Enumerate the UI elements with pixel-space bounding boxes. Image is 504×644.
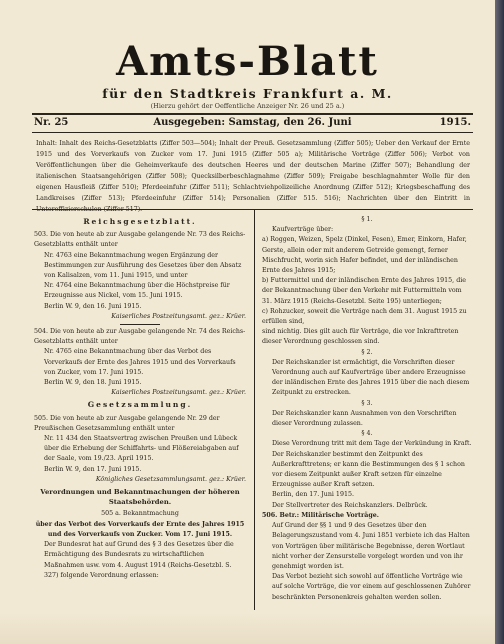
- right-column: [262, 215, 472, 603]
- rule-issue-bottom: [32, 132, 473, 133]
- section-3: § 3.: [361, 399, 373, 407]
- section-4: § 4.: [361, 430, 373, 438]
- heading-reichsgesetzblatt: Reichsgesetzblatt.: [83, 217, 197, 226]
- para-r7: Der Reichskanzler kann Ausnahmen von den Vorschriften dieser Verordnung zulassen.: [272, 409, 457, 428]
- left-column: [34, 215, 246, 581]
- para-506b: Auf Grund der §§ 1 und 9 des Gesetzes über den Belagerungszustand vom 4. Juni 1851 verbiete ich das Halten von Vorträgen über militärische Begebnisse, deren Wortlaut nicht vorher der Zensurstelle vorgelegt worden und von ihr genehmigt worden ist.: [272, 522, 470, 570]
- section-2: § 2.: [361, 348, 373, 356]
- para-r8: Diese Verordnung tritt mit dem Tage der Verkündung in Kraft.: [272, 440, 472, 448]
- para-r3: b) Futtermittel und der inländischen Ernte des Jahres 1915, die der Bekanntmachung über den Verkehr mit Futtermitteln vom 31. März 1915 (Reichs-Gesetzbl. Seite 195) unterliegen;: [262, 277, 466, 305]
- section-1: § 1.: [361, 216, 373, 223]
- masthead-subtitle: für den Stadtkreis Frankfurt a. M.: [102, 86, 393, 101]
- masthead-title: Amts-Blatt: [116, 38, 379, 85]
- para-r9: Der Reichskanzler bestimmt den Zeitpunkt des Außerkrafttretens; er kann die Bestimmungen des § 1 schon vor diesem Zeitpunkt außer Kraft setzen für einzelne Erzeugnisse außer Kraft setzen.: [272, 450, 465, 489]
- heading-gesetzsammlung: Gesetzsammlung.: [87, 400, 193, 410]
- signature-1: Kaiserliches Postzeitungsamt. gez.: Krüer.: [111, 312, 246, 320]
- para-506a: 506. Betr.: Militärische Vorträge.: [262, 511, 379, 519]
- mini-rule: [120, 324, 160, 325]
- para-504c: Berlin W. 9, den 18. Juni 1915.: [44, 379, 142, 387]
- contents-summary: Inhalt: Inhalt des Reichs-Gesetzblatts (Ziffer 503—504); Inhalt der Preuß. Gesetzsammlung (Ziffer 505); Ueber den Verkauf der Ernte 1915 und des Vorverkaufs von Zucker vom 17. Juni 1915 (Ziffer 505 a); Militärische Vorträge (Ziffer 506); Verbot von Veröffentlichungen über die Geheimverkaufe des deutschen Heeres und der deutschen Marine (Ziffer 507); Behandlung der italienischen Staatsangehörigen (Ziffer 508); Quecksilberbeschlagnahme (Ziffer 509); Freigabe beschlagnahmter Wolle für den eigenen Hausfleiß (Ziffer 510); Pferdeeinfuhr (Ziffer 511); Schlachtviehpolizeiliche Anordnung (Ziffer 512); Kriegsbeschaffung des Landkreises (Ziffer 513); Pferdeeinfuhr (Ziffer 514); Personalien (Ziffer 515. 516); Nachrichten über den Eintritt in Unteroffizierschulen (Ziffer 517).: [36, 140, 470, 213]
- page-bottom-shade: [0, 612, 495, 644]
- para-505a: 505. Die von heute ab zur Ausgabe gelangende Nr. 29 der Preußischen Gesetzsammlung enthält unter: [34, 414, 220, 432]
- para-r1: Kaufverträge über:: [272, 226, 334, 234]
- para-r11: Der Stellvertreter des Reichskanzlers. Delbrück.: [272, 501, 428, 509]
- issue-number: Nr. 25: [34, 117, 69, 128]
- para-503c: Nr. 4764 eine Bekanntmachung über die Höchstpreise für Erzeugnisse aus Nickel, vom 15. Juni 1915.: [44, 282, 230, 300]
- issue-line: [34, 117, 471, 131]
- para-505e: über das Verbot des Vorverkaufs der Ernte des Jahres 1915 und des Vorverkaufs von Zucker. Vom 17. Juni 1915.: [35, 520, 245, 538]
- signature-3: Königliches Gesetzsammlungsamt. gez.: Krüer.: [95, 475, 246, 483]
- para-r10: Berlin, den 17. Juni 1915.: [272, 491, 354, 499]
- para-505d: 505 a. Bekanntmachung: [101, 510, 179, 518]
- para-505f: Der Bundesrat hat auf Grund des § 3 des Gesetzes über die Ermächtigung des Bundesrats zu wirtschaftlichen Maßnahmen usw. vom 4. August 1914 (Reichs-Gesetzbl. S. 327) folgende Verordnung erlassen:: [44, 541, 234, 579]
- para-r2: a) Roggen, Weizen, Spelz (Dinkel, Fesen), Emer, Einkorn, Hafer, Gerste, allein oder mit anderem Getreide gemengt, ferner Mischfrucht, worin sich Hafer befindet, und der inländischen Ernte des Jahres 1915;: [262, 236, 467, 275]
- rule-contents-bottom: [32, 209, 473, 210]
- issue-date: Ausgegeben: Samstag, den 26. Juni: [153, 117, 352, 128]
- scan-edge: [495, 0, 504, 644]
- para-504a: 504. Die von heute ab zur Ausgabe gelangende Nr. 74 des Reichs-Gesetzblatts enthält unter: [34, 328, 246, 346]
- para-505b: Nr. 11 434 den Staatsvertrag zwischen Preußen und Lübeck über die Erhebung der Schiffahrts- und Flößereiabgaben auf der Saale, vom 19./23. April 1915.: [44, 435, 239, 463]
- para-504b: Nr. 4765 eine Bekanntmachung über das Verbot des Vorverkaufs der Ernte des Jahres 1915 und des Vorverkaufs von Zucker, vom 17. Juni 1915.: [44, 348, 236, 376]
- rule-top: [32, 113, 473, 115]
- para-r5: sind nichtig. Dies gilt auch für Verträge, die vor Inkrafttreten dieser Verordnung geschlossen sind.: [262, 328, 459, 346]
- para-r4: c) Rohzucker, soweit die Verträge nach dem 31. August 1915 zu erfüllen sind,: [262, 307, 467, 326]
- para-r6: Der Reichskanzler ist ermächtigt, die Vorschriften dieser Verordnung auch auf Kaufverträge über andere Erzeugnisse der inländischen Ernte des Jahres 1915 über die nach diesem Zeitpunkt zu erstrecken.: [272, 358, 470, 397]
- masthead-subnote: (Hierzu gehört der Oeffentliche Anzeiger Nr. 26 und 25 a.): [150, 102, 345, 110]
- issue-year: 1915.: [439, 117, 471, 128]
- heading-verordnungen: Verordnungen und Bekanntmachungen der höheren Staatsbehörden.: [40, 488, 240, 507]
- column-separator: [254, 210, 255, 610]
- para-503b: Nr. 4763 eine Bekanntmachung wegen Ergänzung der Bestimmungen zur Ausführung des Gesetzes über den Absatz von Kalisalzen, vom 11. Juni 1915, und unter: [44, 251, 242, 280]
- para-503a: 503. Die von heute ab zur Ausgabe gelangende Nr. 73 des Reichs-Gesetzblatts enthält unter: [34, 231, 246, 249]
- para-505c: Berlin W. 9, den 17. Juni 1915.: [44, 465, 142, 473]
- para-503d: Berlin W. 9, den 16. Juni 1915.: [44, 302, 142, 310]
- para-506c: Das Verbot bezieht sich sowohl auf öffentliche Vorträge wie auf solche Vorträge, die vor einem auf geschlossenen Zuhörer beschränkten Personenkreis gehalten werden sollen.: [272, 573, 471, 601]
- signature-2: Kaiserliches Postzeitungsamt. gez.: Krüer.: [111, 389, 246, 397]
